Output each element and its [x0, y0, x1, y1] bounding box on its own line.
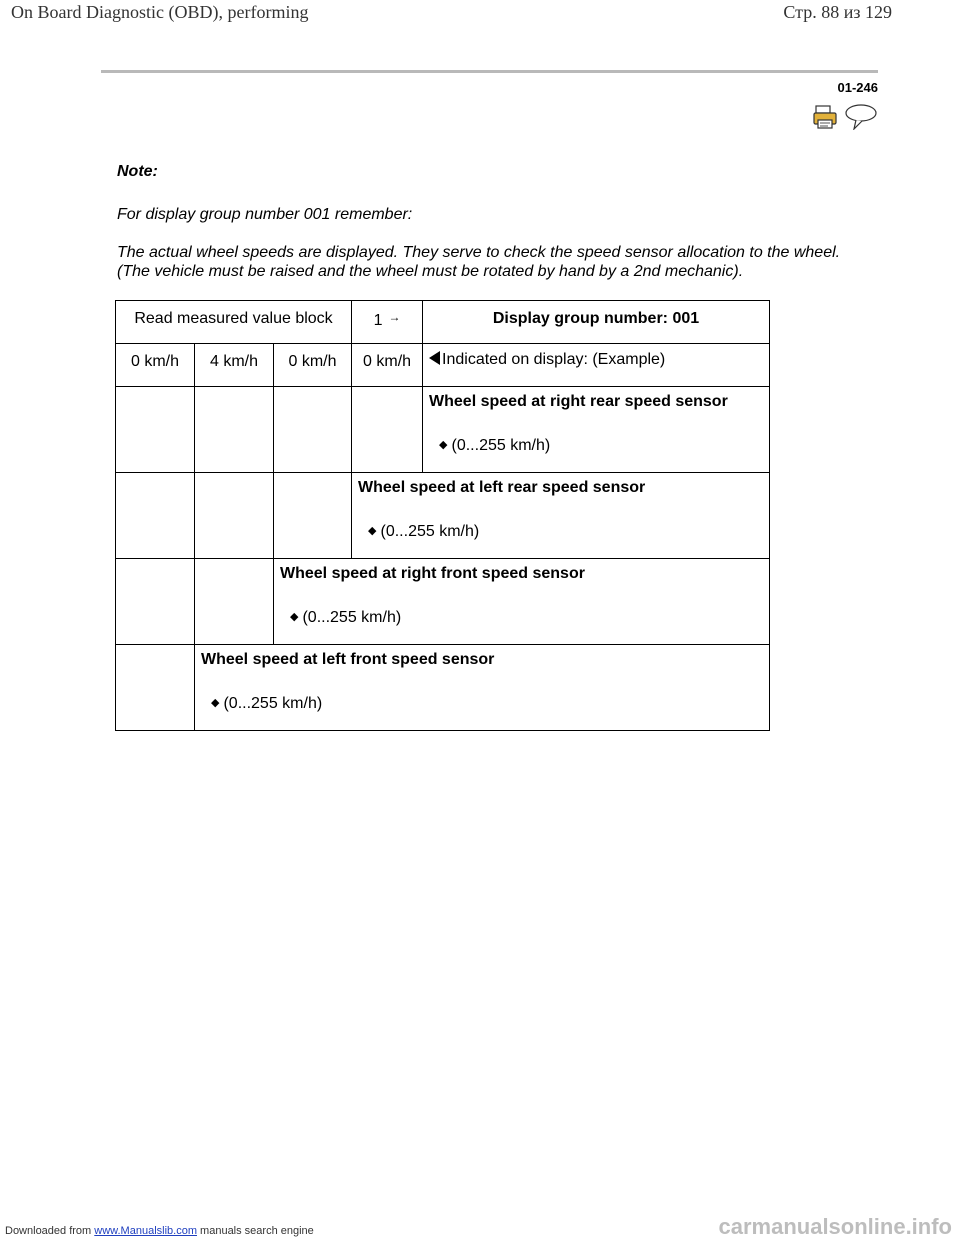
row-left-rear	[352, 473, 770, 559]
row-title: Wheel speed at right rear speed sensor	[429, 393, 728, 410]
note-intro: For display group number 001 remember:	[117, 206, 413, 223]
value-cell-4	[352, 344, 423, 387]
diamond-icon: ◆	[211, 697, 220, 709]
header-title: On Board Diagnostic (OBD), performing	[11, 2, 309, 22]
indicated-cell	[423, 344, 770, 387]
diamond-icon: ◆	[439, 439, 448, 451]
display-group-cell	[423, 301, 770, 344]
header-divider	[101, 70, 878, 73]
indicated-label: Indicated on display: (Example)	[442, 351, 666, 368]
row-range: (0...255 km/h)	[302, 609, 402, 626]
row-right-rear	[423, 387, 770, 473]
value-cell-1	[116, 344, 195, 387]
toolbar-icons	[813, 104, 879, 130]
row-range: (0...255 km/h)	[380, 523, 480, 540]
row-range: (0...255 km/h)	[451, 437, 551, 454]
block-number: 1	[373, 312, 383, 329]
footer-suffix: manuals search engine	[200, 1225, 314, 1237]
manualslib-link[interactable]: www.Manualslib.com	[94, 1225, 197, 1237]
arrow-right-icon: →	[388, 310, 401, 324]
triangle-left-icon	[429, 351, 440, 365]
diamond-icon: ◆	[290, 611, 299, 623]
value-cell-2	[195, 344, 274, 387]
value-cell-3	[274, 344, 352, 387]
document-code: 01-246	[837, 80, 878, 95]
value-2: 4 km/h	[209, 353, 258, 370]
footer-watermark: carmanualsonline.info	[718, 1214, 952, 1239]
display-group-label: Display group number: 001	[492, 310, 700, 327]
block-number-cell	[352, 301, 423, 344]
value-4: 0 km/h	[363, 353, 412, 370]
measured-value-table	[115, 300, 770, 731]
note-body: The actual wheel speeds are displayed. They serve to check the speed sensor allocation to the wheel. (The vehicle must be raised and the wheel must be rotated by hand by a 2nd mechanic).	[117, 244, 841, 280]
row-right-front	[274, 559, 770, 645]
block-label-cell	[116, 301, 352, 344]
footer-source	[5, 1225, 314, 1237]
row-range: (0...255 km/h)	[223, 695, 323, 712]
row-left-front	[195, 645, 770, 731]
diamond-icon: ◆	[368, 525, 377, 537]
row-title: Wheel speed at right front speed sensor	[280, 565, 585, 582]
value-1: 0 km/h	[130, 353, 179, 370]
page-indicator: Стр. 88 из 129	[783, 2, 892, 22]
printer-icon[interactable]	[814, 106, 836, 128]
speech-bubble-icon[interactable]	[846, 105, 876, 129]
note-label: Note:	[117, 163, 158, 180]
footer-prefix: Downloaded from	[5, 1225, 92, 1237]
row-title: Wheel speed at left front speed sensor	[201, 651, 495, 668]
block-label: Read measured value block	[134, 310, 333, 327]
value-3: 0 km/h	[288, 353, 337, 370]
row-title: Wheel speed at left rear speed sensor	[358, 479, 646, 496]
